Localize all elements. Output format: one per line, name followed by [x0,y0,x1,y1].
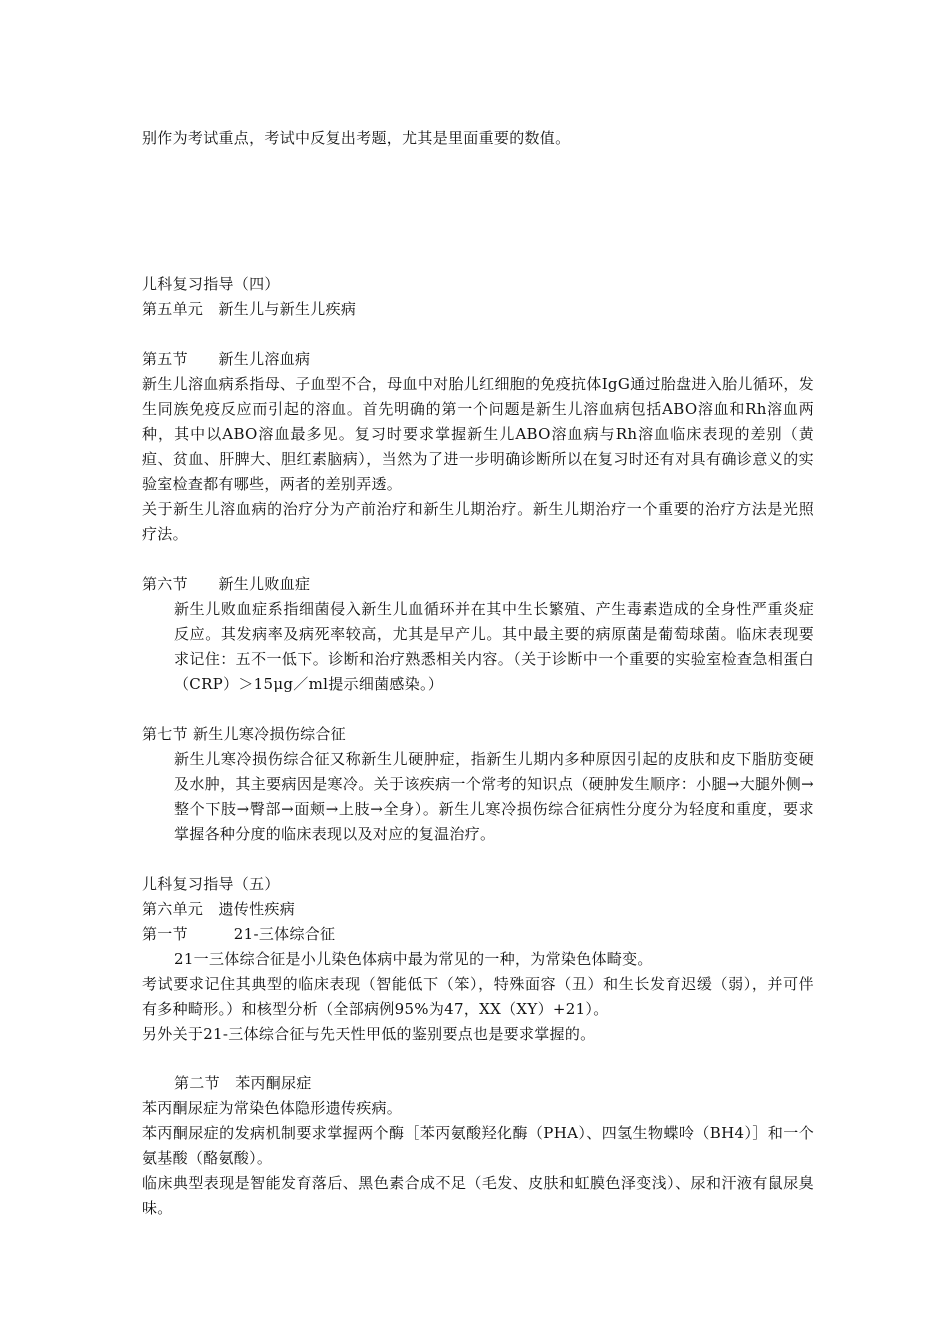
pku-paragraph-2: 苯丙酮尿症的发病机制要求掌握两个酶［苯丙氨酸羟化酶（PHA）、四氢生物蝶呤（BH4）］和一个氨基酸（酪氨酸）。 [142,1124,814,1167]
pku-paragraph-3: 临床典型表现是智能发育落后、黑色素合成不足（毛发、皮肤和虹膜色泽变浅）、尿和汗液有鼠尿臭味。 [142,1174,814,1217]
trisomy-21-paragraph-1: 21一三体综合征是小儿染色体病中最为常见的一种，为常染色体畸变。 [174,950,653,968]
section-neonatal-hemolysis [142,347,814,547]
trisomy-21-paragraph-3: 另外关于21-三体综合征与先天性甲低的鉴别要点也是要求掌握的。 [142,1025,596,1043]
guide-five-title: 儿科复习指导（五） [142,875,280,893]
guide-four-title: 儿科复习指导（四） [142,275,280,293]
document-page [142,0,814,1344]
pku-paragraph-1: 苯丙酮尿症为常染色体隐形遗传疾病。 [142,1099,403,1117]
guide-five-section [142,872,814,1047]
section-phenylketonuria [142,1071,814,1221]
section-seven-title: 第七节 新生儿寒冷损伤综合征 [142,725,346,743]
trisomy-21-title: 第一节 21-三体综合征 [142,925,336,943]
section-six-paragraph-1: 新生儿败血症系指细菌侵入新生儿血循环并在其中生长繁殖、产生毒素造成的全身性严重炎症反应。其发病率及病死率较高，尤其是早产儿。其中最主要的病原菌是葡萄球菌。临床表现要求记住：五不一低下。诊断和治疗熟悉相关内容。（关于诊断中一个重要的实验室检查急相蛋白（CRP）＞15μg／ml提示细菌感染。） [174,600,814,693]
unit-five-title: 第五单元 新生儿与新生儿疾病 [142,300,357,318]
trisomy-21-paragraph-2: 考试要求记住其典型的临床表现（智能低下（笨），特殊面容（丑）和生长发育迟缓（弱），并可伴有多种畸形。）和核型分析（全部病例95%为47，XX（XY）+21）。 [142,975,814,1018]
section-six-title: 第六节 新生儿败血症 [142,575,311,593]
intro-section [142,126,814,151]
section-seven-paragraph-1: 新生儿寒冷损伤综合征又称新生儿硬肿症，指新生儿期内多种原因引起的皮肤和皮下脂肪变硬及水肿，其主要病因是寒冷。关于该疾病一个常考的知识点（硬肿发生顺序：小腿→大腿外侧→整个下肢→臀部→面颊→上肢→全身）。新生儿寒冷损伤综合征病性分度分为轻度和重度，要求掌握各种分度的临床表现以及对应的复温治疗。 [174,750,814,843]
pku-title: 第二节 苯丙酮尿症 [174,1074,312,1092]
section-five-title: 第五节 新生儿溶血病 [142,350,311,368]
unit-six-title: 第六单元 遗传性疾病 [142,900,296,918]
section-five-paragraph-2: 关于新生儿溶血病的治疗分为产前治疗和新生儿期治疗。新生儿期治疗一个重要的治疗方法是光照疗法。 [142,500,814,543]
section-cold-injury [142,722,814,847]
section-five-paragraph-1: 新生儿溶血病系指母、子血型不合，母血中对胎儿红细胞的免疫抗体IgG通过胎盘进入胎儿循环，发生同族免疫反应而引起的溶血。首先明确的第一个问题是新生儿溶血病包括ABO溶血和Rh溶血两种，其中以ABO溶血最多见。复习时要求掌握新生儿ABO溶血病与Rh溶血临床表现的差别（黄疸、贫血、肝脾大、胆红素脑病），当然为了进一步明确诊断所以在复习时还有对具有确诊意义的实验室检查都有哪些，两者的差别弄透。 [142,375,814,493]
guide-four-section [142,272,814,322]
intro-paragraph: 别作为考试重点，考试中反复出考题，尤其是里面重要的数值。 [142,129,571,147]
section-neonatal-sepsis [142,572,814,697]
